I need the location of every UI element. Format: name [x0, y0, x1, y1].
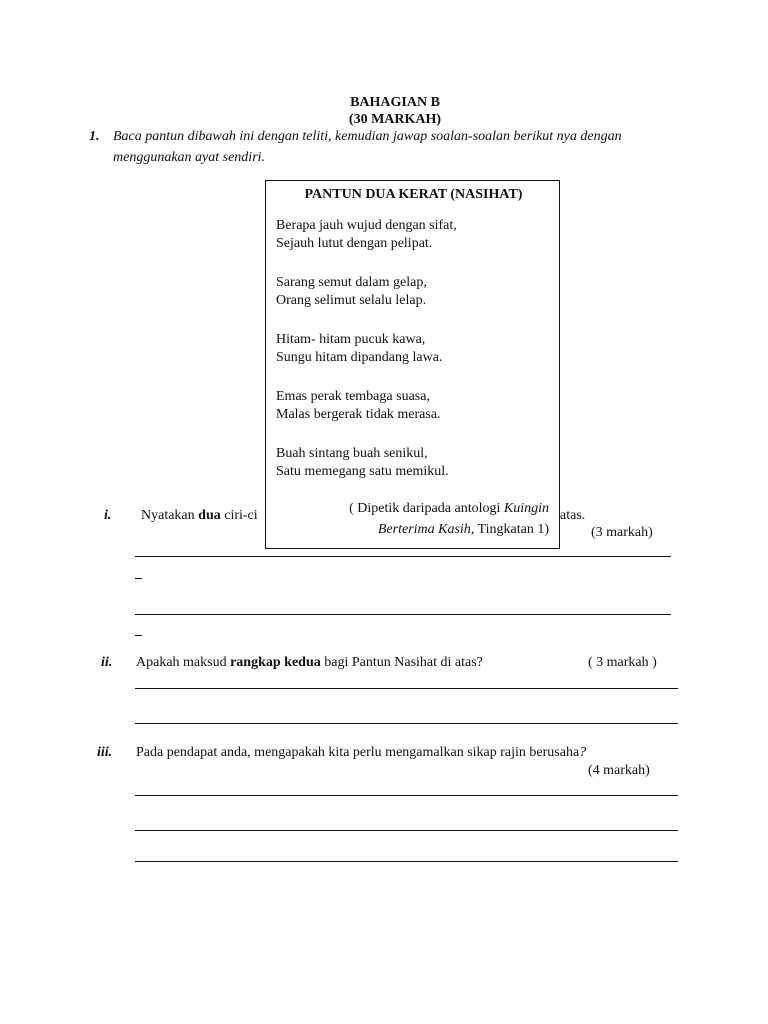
answer-line-continuation: [135, 635, 142, 636]
answer-line[interactable]: [135, 688, 678, 689]
poem-line: Berapa jauh wujud dengan sifat,: [276, 218, 457, 233]
answer-line[interactable]: [135, 795, 678, 796]
sub-question-i-text-tail: atas.: [560, 508, 586, 523]
sub-question-ii-marks: ( 3 markah ): [588, 655, 657, 670]
question-instruction-line-2: menggunakan ayat sendiri.: [113, 150, 266, 165]
answer-line[interactable]: [135, 861, 678, 862]
poem-line: Buah sintang buah senikul,: [276, 446, 428, 461]
sub-question-i-text: [141, 508, 258, 524]
sub-question-iii-number: iii.: [97, 745, 113, 760]
poem-source-line-2: [378, 522, 549, 538]
sub-question-ii-text: [136, 655, 483, 671]
section-marks: (30 MARKAH): [348, 112, 442, 127]
poem-line: Orang selimut selalu lelap.: [276, 293, 427, 308]
sub-question-iii-text-body: Pada pendapat anda, mengapakah kita perlu mengamalkan sikap rajin berusaha: [136, 745, 580, 760]
sub-question-iii-marks: (4 markah): [588, 763, 650, 778]
sub-question-ii-text-rest: bagi Pantun Nasihat di atas?: [320, 655, 483, 670]
poem-source-title-part-2: Berterima Kasih: [377, 522, 471, 537]
poem-line: Sarang semut dalam gelap,: [276, 275, 427, 290]
sub-question-i-text-rest: ciri-ci: [220, 508, 258, 523]
poem-line: Sejauh lutut dengan pelipat.: [276, 236, 433, 251]
sub-question-i-marks: (3 markah): [591, 525, 653, 540]
sub-question-ii-text-start: Apakah maksud: [136, 655, 231, 670]
poem-line: Hitam- hitam pucuk kawa,: [276, 332, 426, 347]
sub-question-iii-question-mark: ?: [579, 745, 587, 760]
sub-question-ii-number: ii.: [101, 655, 113, 670]
poem-line: Satu memegang satu memikul.: [276, 464, 449, 479]
sub-question-i-text-bold: dua: [198, 508, 221, 523]
sub-question-iii-text: [136, 745, 586, 761]
answer-line-continuation: [135, 578, 142, 579]
poem-line: Sungu hitam dipandang lawa.: [276, 350, 443, 365]
poem-line: Emas perak tembaga suasa,: [276, 389, 430, 404]
sub-question-i-number: i.: [104, 508, 112, 523]
answer-line[interactable]: [135, 723, 678, 724]
answer-line[interactable]: [135, 556, 671, 557]
poem-title: PANTUN DUA KERAT (NASIHAT): [304, 187, 523, 202]
poem-box: [265, 180, 560, 549]
question-instruction-line-1: Baca pantun dibawah ini dengan teliti, kemudian jawap soalan-soalan berikut nya dengan: [113, 129, 622, 144]
sub-question-i-text-start: Nyatakan: [141, 508, 199, 523]
sub-question-ii-text-bold: rangkap kedua: [230, 655, 321, 670]
question-number: 1.: [89, 129, 100, 144]
section-title: BAHAGIAN B: [350, 95, 440, 110]
poem-source-title-part-1: Kuingin: [503, 501, 549, 516]
answer-line[interactable]: [135, 830, 678, 831]
answer-line[interactable]: [135, 614, 671, 615]
poem-source-suffix: , Tingkatan 1): [470, 522, 549, 537]
poem-source-line-1: [349, 501, 549, 517]
poem-line: Malas bergerak tidak merasa.: [276, 407, 441, 422]
poem-source-prefix: ( Dipetik daripada antologi: [349, 501, 504, 516]
